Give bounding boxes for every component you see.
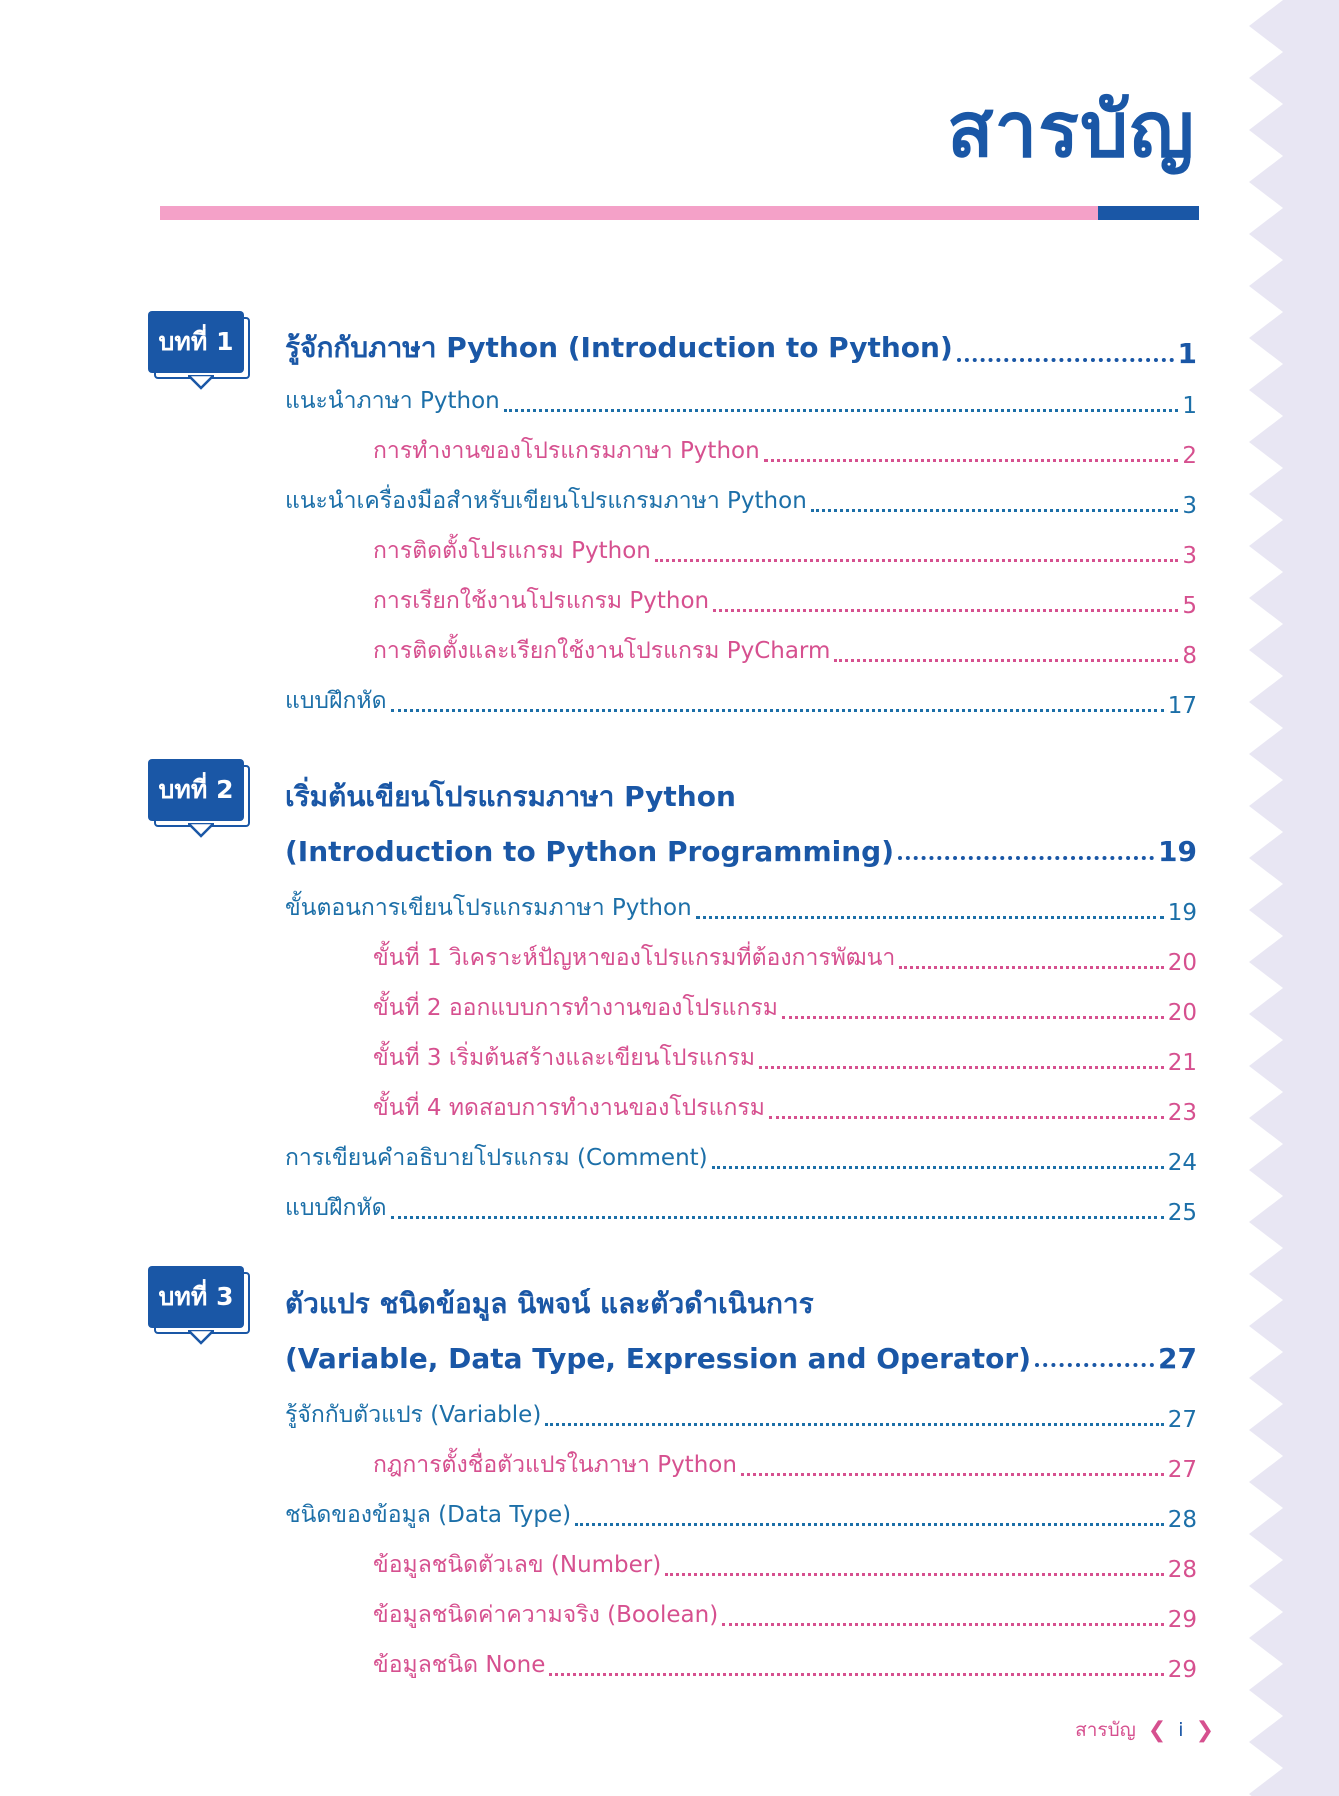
dot-leader: [898, 856, 1154, 860]
toc-subentry[interactable]: ข้อมูลชนิดตัวเลข (Number) 28: [373, 1552, 1197, 1583]
chapter-badge: บทที่ 2: [148, 759, 250, 831]
dot-leader: [1035, 1363, 1154, 1367]
dot-leader: [957, 358, 1174, 362]
toc-subentry[interactable]: การทำงานของโปรแกรมภาษา Python 2: [373, 438, 1197, 469]
footer-page-number: i: [1178, 1719, 1184, 1741]
toc-entry[interactable]: แนะนำเครื่องมือสำหรับเขียนโปรแกรมภาษา Python 3: [285, 488, 1197, 519]
toc-entry[interactable]: รู้จักกับตัวแปร (Variable) 27: [285, 1402, 1197, 1433]
toc-subentry[interactable]: การติดตั้งและเรียกใช้งานโปรแกรม PyCharm 8: [373, 638, 1197, 669]
chapter-title-row[interactable]: [285, 835, 1197, 868]
page-number: 27: [1158, 1342, 1197, 1375]
footer-label: สารบัญ: [1075, 1719, 1136, 1741]
toc-subentry[interactable]: การเรียกใช้งานโปรแกรม Python 5: [373, 588, 1197, 619]
page-number: 1: [1177, 337, 1197, 370]
toc-entry[interactable]: ชนิดของข้อมูล (Data Type) 28: [285, 1502, 1197, 1533]
chapter-title-row[interactable]: [285, 1342, 1197, 1375]
chevron-right-icon[interactable]: ❯: [1195, 1717, 1214, 1743]
chevron-left-icon[interactable]: ❮: [1147, 1717, 1167, 1743]
chapter-title: รู้จักกับภาษา Python (Introduction to Python): [285, 331, 953, 364]
chapter-title[interactable]: เริ่มต้นเขียนโปรแกรมภาษา Python: [285, 780, 736, 813]
page-title: สารบัญ: [947, 85, 1195, 174]
toc-entry[interactable]: ขั้นตอนการเขียนโปรแกรมภาษา Python 19: [285, 895, 1197, 926]
toc-entry[interactable]: แบบฝึกหัด 17: [285, 688, 1197, 719]
chapter-title-row[interactable]: [285, 326, 1197, 370]
chapter-title-english: (Variable, Data Type, Expression and Operator): [285, 1342, 1032, 1375]
page-footer: [1075, 1715, 1214, 1745]
title-underline-blue: [1098, 206, 1199, 220]
toc-subentry[interactable]: กฎการตั้งชื่อตัวแปรในภาษา Python 27: [373, 1452, 1197, 1483]
chapter-badge: บทที่ 1: [148, 311, 250, 383]
toc-subentry[interactable]: ขั้นที่ 2 ออกแบบการทำงานของโปรแกรม 20: [373, 995, 1197, 1026]
chapter-badge: บทที่ 3: [148, 1266, 250, 1338]
chapter-title[interactable]: ตัวแปร ชนิดข้อมูล นิพจน์ และตัวดำเนินการ: [285, 1287, 814, 1320]
toc-subentry[interactable]: ขั้นที่ 1 วิเคราะห์ปัญหาของโปรแกรมที่ต้องการพัฒนา 20: [373, 945, 1197, 976]
zigzag-border-decoration: [1249, 0, 1339, 1796]
toc-subentry[interactable]: ขั้นที่ 3 เริ่มต้นสร้างและเขียนโปรแกรม 21: [373, 1045, 1197, 1076]
toc-subentry[interactable]: ข้อมูลชนิดค่าความจริง (Boolean) 29: [373, 1602, 1197, 1633]
toc-entry[interactable]: แนะนำภาษา Python 1: [285, 388, 1197, 419]
toc-subentry[interactable]: ข้อมูลชนิด None 29: [373, 1652, 1197, 1683]
toc-entry[interactable]: การเขียนคำอธิบายโปรแกรม (Comment) 24: [285, 1145, 1197, 1176]
page-number: 19: [1158, 835, 1197, 868]
chapter-title-english: (Introduction to Python Programming): [285, 835, 894, 868]
toc-entry[interactable]: แบบฝึกหัด 25: [285, 1195, 1197, 1226]
toc-subentry[interactable]: ขั้นที่ 4 ทดสอบการทำงานของโปรแกรม 23: [373, 1095, 1197, 1126]
toc-subentry[interactable]: การติดตั้งโปรแกรม Python 3: [373, 538, 1197, 569]
title-underline-pink: [160, 206, 1098, 220]
